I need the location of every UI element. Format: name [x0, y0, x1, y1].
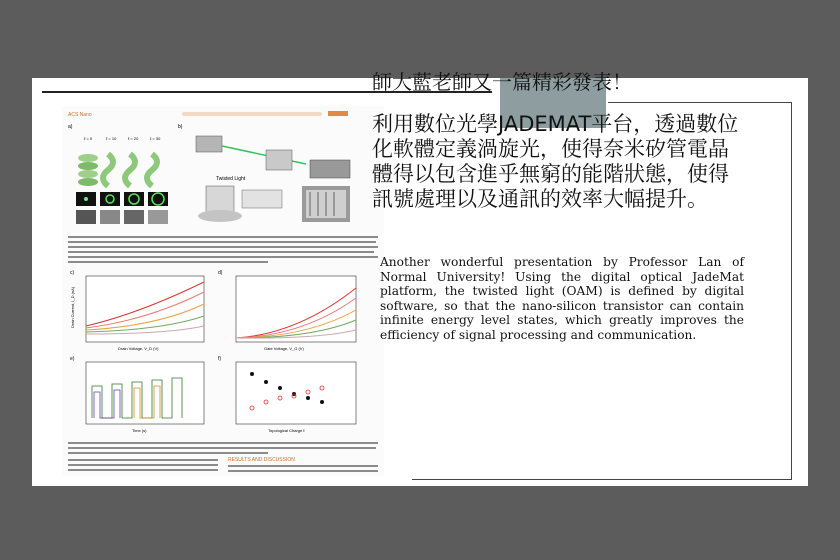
figure-bottom [68, 268, 378, 438]
y-axis-label: Drain Current, I_D (nA) [70, 286, 75, 328]
label-f: f) [218, 356, 222, 362]
paper-figure-image [62, 106, 384, 476]
topic-label: ℓ = 20 [128, 136, 139, 141]
caption-line [68, 246, 378, 248]
label-d: d) [218, 270, 223, 276]
body-line [228, 470, 378, 472]
body-line [228, 465, 378, 467]
caption-line [68, 447, 376, 449]
caption-line [68, 261, 268, 263]
caption-line [68, 251, 374, 253]
caption-line [68, 256, 378, 258]
journal-badge [328, 111, 348, 116]
panel-a-helices [76, 154, 168, 224]
topic-label: ℓ = 0 [84, 136, 93, 141]
twisted-light-label: Twisted Light [216, 176, 246, 182]
label-c: c) [70, 270, 75, 276]
caption-line [68, 236, 378, 238]
body-line [68, 469, 218, 471]
caption-line [68, 241, 376, 243]
figure-top [66, 120, 380, 232]
journal-url-bar [182, 112, 322, 116]
label-e: e) [70, 356, 75, 362]
caption-line [68, 452, 268, 454]
topic-label: ℓ = 10 [106, 136, 117, 141]
label-b: b) [178, 124, 183, 130]
slide-body-en: Another wonderful presentation by Professor Lan of Normal University! Using the digital optical JadeMat platform, the twisted light (OAM) is defined by digital software, so that the nano-silicon transistor can contain infinite energy level states, which greatly improves the efficiency of signal processing and communication. [380, 255, 744, 342]
slide-body-zh: 利用數位光學JADEMAT平台，透過數位化軟體定義渦旋光，使得奈米矽管電晶體得以包含進乎無窮的能階狀態，使得訊號處理以及通訊的效率大幅提升。 [372, 112, 739, 211]
body-line [68, 464, 218, 466]
x-axis-label: Time (s) [132, 428, 147, 433]
x-axis-label: Gate Voltage, V_G (V) [264, 346, 304, 351]
topic-label: ℓ = 30 [150, 136, 161, 141]
section-heading: RESULTS AND DISCUSSION [228, 457, 295, 463]
slide-title-zh: 師大藍老師又一篇精彩發表！ [372, 70, 632, 94]
body-line [68, 459, 218, 461]
label-a: a) [68, 124, 73, 130]
decorative-frame-bottom [412, 479, 792, 480]
caption-line [68, 442, 378, 444]
x-axis-label: Topological Charge ℓ [268, 428, 305, 433]
journal-name: ACS Nano [68, 112, 92, 118]
x-axis-label: Drain Voltage, V_D (V) [118, 346, 159, 351]
